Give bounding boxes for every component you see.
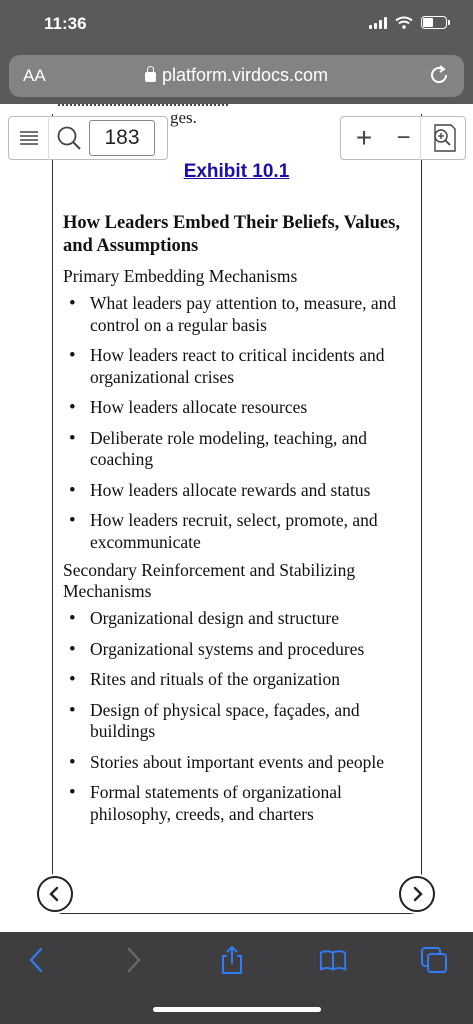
list-item: • What leaders pay attention to, measure, and control on a regular basis [63, 293, 413, 336]
address-bar[interactable] [9, 55, 464, 97]
reload-icon[interactable] [428, 64, 450, 86]
zoom-fit-icon [429, 123, 457, 153]
browser-top-chrome [0, 0, 473, 104]
list-item: • Organizational design and structure [63, 608, 413, 630]
reader-toolbar-left [8, 116, 168, 160]
battery-icon [421, 16, 447, 29]
status-time: 11:36 [44, 14, 87, 33]
menu-button[interactable] [9, 116, 49, 160]
list-item: • How leaders react to critical incidents and organizational crises [63, 345, 413, 388]
cut-off-text: ges. [170, 108, 197, 127]
secondary-heading: Secondary Reinforcement and Stabilizing Mechanisms [63, 560, 356, 601]
back-arrow-icon [28, 947, 44, 973]
list-item: • Organizational systems and procedures [63, 639, 413, 661]
list-item: • Deliberate role modeling, teaching, and coaching [63, 428, 413, 471]
share-icon [219, 945, 245, 975]
zoom-out-button[interactable]: − [387, 116, 421, 160]
tabs-button[interactable] [420, 946, 448, 974]
back-button[interactable] [22, 946, 50, 974]
zoom-fit-button[interactable] [421, 116, 465, 160]
chevron-left-icon [48, 886, 62, 902]
chevron-right-icon [410, 886, 424, 902]
previous-page-button[interactable] [37, 876, 73, 912]
home-indicator[interactable] [153, 1007, 321, 1012]
primary-heading: Primary Embedding Mechanisms [63, 266, 298, 286]
list-item: • Stories about important events and people [63, 752, 413, 774]
share-button[interactable] [218, 946, 246, 974]
list-item: • How leaders allocate resources [63, 397, 413, 419]
exhibit-heading [0, 161, 473, 183]
forward-arrow-icon [126, 947, 142, 973]
forward-button[interactable] [120, 946, 148, 974]
list-item: • Design of physical space, façades, and buildings [63, 700, 413, 743]
menu-icon [19, 130, 39, 146]
list-item: • Formal statements of organizational philosophy, creeds, and charters [63, 782, 413, 825]
tabs-icon [420, 946, 448, 974]
bookmarks-button[interactable] [319, 946, 347, 974]
status-icons [369, 16, 447, 29]
reader-toolbar-right [340, 116, 466, 160]
url-display[interactable] [9, 65, 464, 86]
list-item: • Rites and rituals of the organization [63, 669, 413, 691]
list-item: • How leaders recruit, select, promote, and excommunicate [63, 510, 413, 553]
secondary-list [63, 608, 413, 825]
cellular-signal-icon [369, 17, 387, 29]
primary-list [63, 293, 413, 553]
zoom-in-button[interactable]: + [355, 122, 373, 153]
book-icon [319, 948, 347, 972]
search-button[interactable] [49, 116, 89, 160]
reader-settings-button[interactable]: AA [23, 66, 46, 85]
wifi-icon [395, 16, 413, 29]
exhibit-body [63, 212, 413, 834]
cut-off-line [58, 104, 228, 108]
url-text: platform.virdocs.com [161, 65, 329, 85]
page-content [0, 104, 473, 932]
exhibit-link[interactable]: Exhibit 10.1 [183, 161, 290, 182]
next-page-button[interactable] [399, 876, 435, 912]
exhibit-title: How Leaders Embed Their Beliefs, Values, and Assumptions [63, 213, 400, 256]
page-number-input[interactable] [89, 120, 155, 156]
lock-icon [145, 72, 156, 82]
list-item: • How leaders allocate rewards and status [63, 480, 413, 502]
search-icon [56, 125, 82, 151]
